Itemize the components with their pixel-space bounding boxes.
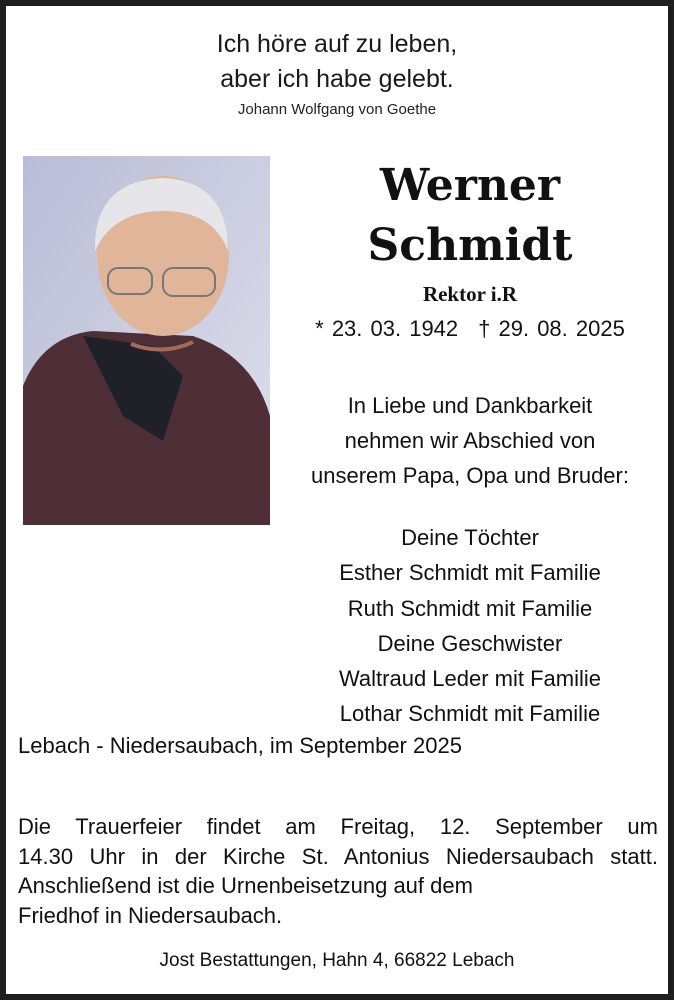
notice-line: 14.30 Uhr in der Kirche St. Antonius Niedersaubach statt.: [18, 843, 658, 869]
farewell-line: nehmen wir Abschied von: [344, 428, 596, 453]
deceased-title: Rektor i.R: [422, 282, 518, 306]
family-line: Waltraud Leder mit Familie: [338, 666, 602, 692]
notice-line: Anschließend ist die Urnenbeisetzung auf dem: [18, 873, 473, 898]
quote-line-2: aber ich habe gelebt.: [220, 65, 454, 93]
death-date: † 29. 08. 2025: [478, 316, 625, 341]
farewell-line: In Liebe und Dankbarkeit: [347, 393, 593, 418]
funeral-home: Jost Bestattungen, Hahn 4, 66822 Lebach: [159, 950, 515, 971]
place-date: Lebach - Niedersaubach, im September 2025: [18, 733, 462, 758]
family-line: Deine Töchter: [401, 525, 539, 550]
notice-line: Friedhof in Niedersaubach.: [18, 902, 283, 928]
portrait-photo: [23, 156, 270, 525]
family-line: Esther Schmidt mit Familie: [339, 560, 601, 586]
family-line: Lothar Schmidt mit Familie: [339, 701, 601, 727]
farewell-line: unserem Papa, Opa und Bruder:: [311, 463, 629, 488]
funeral-notice: [18, 812, 658, 930]
family-list: [270, 520, 670, 732]
deceased-first-name: Werner: [379, 160, 561, 211]
life-dates: [270, 316, 670, 342]
deceased-last-name: Schmidt: [367, 220, 573, 271]
birth-date: * 23. 03. 1942: [315, 316, 459, 341]
family-line: Deine Geschwister: [377, 630, 563, 656]
quote-author: Johann Wolfgang von Goethe: [237, 101, 437, 118]
farewell-text: [270, 388, 670, 493]
family-line: Ruth Schmidt mit Familie: [347, 595, 593, 621]
quote-line-1: Ich höre auf zu leben,: [216, 30, 458, 58]
notice-line: Die Trauerfeier findet am Freitag, 12. September um: [18, 814, 658, 839]
